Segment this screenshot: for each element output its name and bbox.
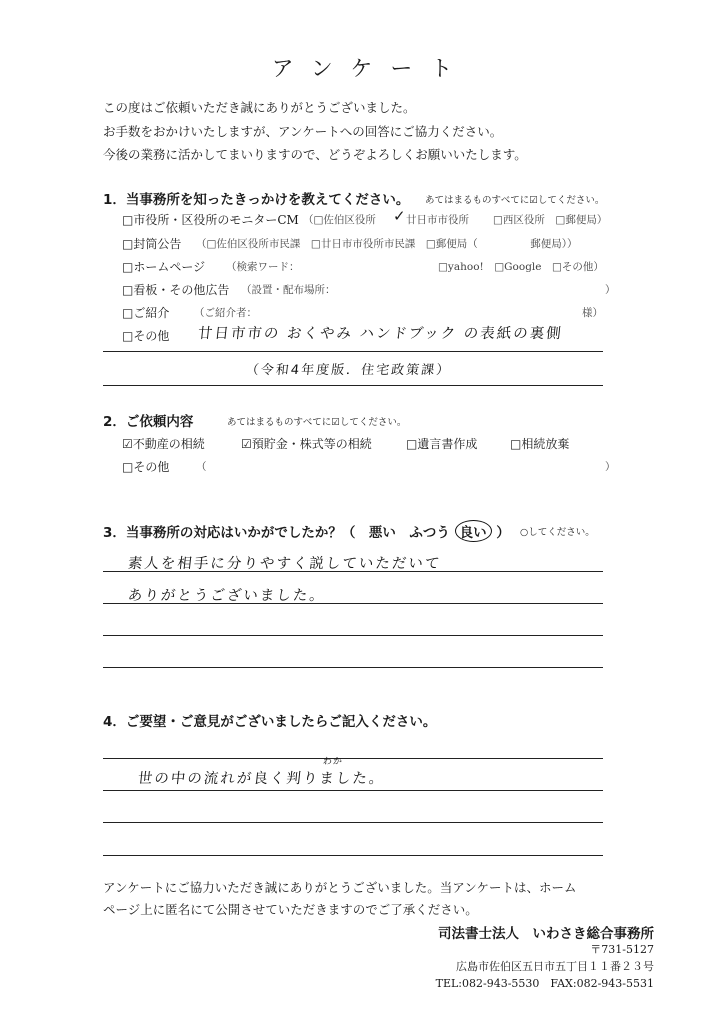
option-homepage-keyword: （検索ワード： <box>226 261 300 273</box>
option-referral: □ご紹介 <box>122 306 170 320</box>
option-will: □遺言書作成 <box>406 437 478 451</box>
answer-line <box>103 351 603 352</box>
question-3-note: ○してください。 <box>520 527 595 538</box>
question-2-heading: 2．ご依頼内容 <box>103 414 194 430</box>
option-monitor-saeki: （□佐伯区役所 <box>303 214 376 226</box>
option-homepage: □ホームページ <box>122 260 206 274</box>
rating-selected: 良い <box>455 520 492 542</box>
handwritten-answer-3b: ありがとうございました。 <box>127 588 327 604</box>
firm-name: 司法書士法人 いわさき総合事務所 <box>438 926 654 942</box>
question-1-heading: 1．当事務所を知ったきっかけを教えてください。 <box>103 192 410 208</box>
question-1-note: あてはまるものすべてに☑してください。 <box>425 195 605 206</box>
option-renounce: □相続放棄 <box>510 437 570 451</box>
answer-line <box>103 385 603 386</box>
answer-line <box>103 855 603 856</box>
option-q2-other: □その他 <box>122 460 170 474</box>
option-monitor-hatsukaichi: 廿日市市役所 <box>406 214 469 226</box>
page-title: アンケート <box>271 57 471 82</box>
firm-contact: TEL:082-943-5530 FAX:082-943-5531 <box>435 977 654 990</box>
footer-thanks-2: ページ上に匿名にて公開させていただきますのでご了承ください。 <box>103 902 478 917</box>
intro-line-2: お手数をおかけいたしますが、アンケートへの回答にご協力ください。 <box>103 124 503 139</box>
answer-line <box>103 571 603 572</box>
postal-code: 〒731-5127 <box>590 943 654 956</box>
handwritten-ruby: わか <box>322 757 344 767</box>
option-monitor-nishi: □西区役所 □郵便局） <box>493 214 608 226</box>
answer-line <box>103 635 603 636</box>
intro-line-1: この度はご依頼いただき誠にありがとうございました。 <box>103 100 416 115</box>
question-3-close: ） <box>496 525 510 541</box>
question-3-heading <box>103 520 510 542</box>
checkmark-icon: ✓ <box>393 207 406 225</box>
option-q2-other-close: ） <box>605 461 616 473</box>
option-referral-sama: 様） <box>582 307 603 319</box>
question-2-note: あてはまるものすべてに☑してください。 <box>227 417 407 428</box>
option-deposits: ☑預貯金・株式等の相続 <box>241 437 372 451</box>
option-signboard: □看板・その他広告 <box>122 283 230 297</box>
option-envelope: □封筒公告 <box>122 237 182 251</box>
firm-address: 広島市佐伯区五日市五丁目１１番２３号 <box>456 960 654 973</box>
answer-line <box>103 790 603 791</box>
footer-thanks-1: アンケートにご協力いただき誠にありがとうございました。当アンケートは、ホーム <box>103 880 577 895</box>
option-monitor-cm: □市役所・区役所のモニターCM <box>122 213 299 227</box>
question-3-text: 3．当事務所の対応はいかがでしたか？（ 悪い ふつう <box>103 525 450 541</box>
option-homepage-engines: □yahoo! □Google □その他） <box>438 261 604 273</box>
option-signboard-place: （設置・配布場所： <box>241 284 336 296</box>
question-4-heading: 4．ご要望・ご意見がございましたらご記入ください。 <box>103 714 437 730</box>
answer-line <box>103 603 603 604</box>
answer-line <box>103 822 603 823</box>
handwritten-answer-3a: 素人を相手に分りやすく説していただいて <box>127 556 443 572</box>
answer-line <box>103 758 603 759</box>
intro-line-3: 今後の業務に活かしてまいりますので、どうぞよろしくお願いいたします。 <box>103 147 527 162</box>
handwritten-answer-1a: 廿日市市の おくやみ ハンドブック の表紙の裏側 <box>197 326 564 342</box>
option-real-estate: ☑不動産の相続 <box>122 437 205 451</box>
answer-line <box>103 667 603 668</box>
option-signboard-close: ） <box>605 284 616 296</box>
option-envelope-sub: （□佐伯区役所市民課 □廿日市市役所市民課 □郵便局（ 郵便局）） <box>196 238 578 250</box>
handwritten-answer-1b: （令和4年度版．住宅政策課） <box>245 363 452 378</box>
handwritten-answer-4: 世の中の流れが良く判りました。 <box>137 771 387 787</box>
option-referral-name: （ご紹介者： <box>194 307 257 319</box>
option-other: □その他 <box>122 329 170 343</box>
option-q2-other-open: （ <box>196 461 207 473</box>
